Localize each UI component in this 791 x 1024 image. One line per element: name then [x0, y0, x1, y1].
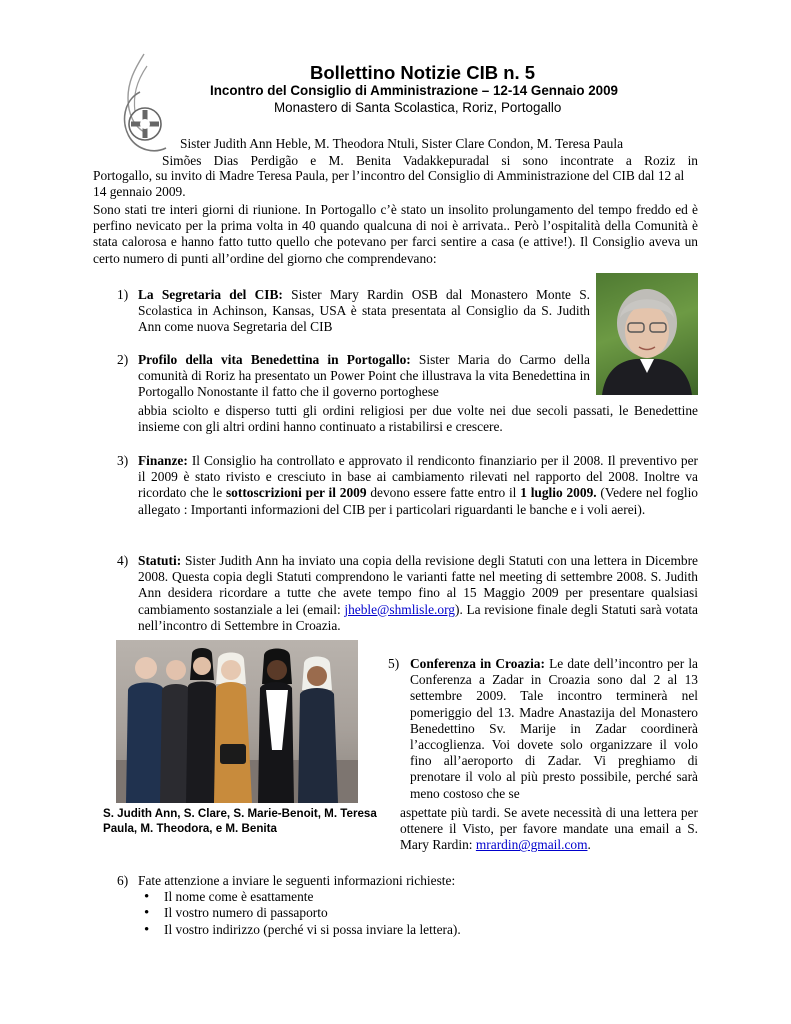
intro-line-2: Simões Dias Perdigão e M. Benita Vadakkepuradal si sono incontrate a Roziz in [162, 153, 698, 168]
email-link-jheble[interactable]: jheble@shmlisle.org [344, 601, 455, 617]
item-5-text-c: . [587, 837, 591, 853]
group-photo [116, 640, 358, 803]
required-info-list [138, 889, 698, 938]
page-title: Bollettino Notizie CIB n. 5 [310, 62, 536, 83]
item-5-part-b [400, 805, 698, 854]
item-5-part-a [410, 656, 698, 802]
item-2-heading: Profilo della vita Benedettina in Portogallo: [138, 352, 411, 367]
item-6 [138, 873, 698, 938]
item-3-bold-b: 1 luglio 2009. [520, 485, 597, 501]
item-3-text-b: devono essere fatte entro il [366, 485, 521, 501]
item-5-text-b: aspettate più tardi. Se avete necessità di una lettera per ottenere il Visto, per favore mandate una email a S. Mary Rardin: [400, 805, 698, 853]
item-1 [138, 287, 590, 336]
item-4-number: 4) [117, 553, 129, 568]
item-2-text-b: abbia sciolto e disperso tutti gli ordini religiosi per due volte nei due secoli passati, le Benedettine insieme con gli altri ordini hanno continuato a ristabilirsi e crescere. [138, 403, 698, 435]
item-1-number: 1) [117, 287, 129, 302]
item-4-text-a: Sister Judith Ann ha inviato una copia della revisione degli Statuti con una lettera in Dicembre 2008. Questa copia degli Statuti comprendono le varianti fatte nel meeting di settembre 2008. S. Judith Ann desidera ricordare a tutte che avete tempo fino al 15 Maggio 2009 per presentare qualsiasi cambiamento sostanziale a lei (email: [138, 553, 698, 617]
item-3-text-a: Il Consiglio ha controllato e approvato il rendiconto finanziario per il 2008. Il preventivo per il 2009 è stato rivisto e cresciuto in base ai cambiamento rilevati nel rapporto del 2008. Inoltre va ricordato che le [138, 453, 698, 501]
item-3-heading: Finanze: [138, 453, 188, 468]
item-4-heading: Statuti: [138, 553, 182, 568]
intro-line-1: Sister Judith Ann Heble, M. Theodora Ntuli, Sister Clare Condon, M. Teresa Paula [180, 136, 624, 151]
item-3-bold-a: sottoscrizioni per il 2009 [225, 485, 367, 501]
meeting-location: Monastero di Santa Scolastica, Roriz, Portogallo [274, 100, 562, 115]
item-2-number: 2) [117, 352, 129, 367]
portrait-photo [596, 273, 698, 395]
group-photo-caption: S. Judith Ann, S. Clare, S. Marie-Benoit, M. Teresa Paula, M. Theodora, e M. Benita [103, 807, 377, 835]
intro-paragraph-2: Sono stati tre interi giorni di riunione. In Portogallo c’è stato un insolito prolungamento del tempo freddo ed è perfino nevicato per la prima volta in 40 quando qualcuna di noi è arrivata.. Però l’ospitalità della Comunità è stata calorosa e hanno fatto tutto quello che potevano per farci sentire a casa (e attive!). Il Consiglio aveva un certo numero di punti all’ordine del giorno che comprendevano: [93, 202, 698, 266]
intro-line-3: Portogallo, su invito di Madre Teresa Paula, per l’incontro del Consiglio di Amministrazione del CIB dal 12 al 14 gennaio 2009. [93, 168, 685, 200]
item-5-text-a: Le date dell’incontro per la Conferenza a Zadar in Croazia sono dal 2 al 13 settembre 2009. Tale incontro terminerà nel pomeriggio del 13. Madre Anastazija del Monastero Benedettino Sv. Marije in Zadar coordinerà l’accoglienza. Voi dovete solo organizzare il volo fino all’aeroporto di Zadar. Vi preghiamo di prenotare il volo al più presto possibile, perché sarà meno costoso che se [410, 656, 698, 801]
item-6-text: Fate attenzione a inviare le seguenti informazioni richieste: [138, 873, 456, 888]
item-1-heading: La Segretaria del CIB: [138, 287, 283, 302]
page-subtitle: Incontro del Consiglio di Amministrazione – 12-14 Gennaio 2009 [210, 83, 619, 98]
item-4-text-b: ). La revisione finale degli Statuti sarà votata nell’incontro di Settembre in Croazia. [138, 601, 698, 633]
list-item: • Il vostro numero di passaporto [138, 905, 698, 921]
list-item: • Il nome come è esattamente [138, 889, 698, 905]
item-5-heading: Conferenza in Croazia: [410, 656, 545, 671]
item-4 [138, 553, 698, 634]
cib-logo [114, 52, 174, 162]
item-3-number: 3) [117, 453, 129, 468]
item-2-text-a: Sister Maria do Carmo della comunità di Roriz ha presentato un Power Point che illustrava la vita Benedettina in Portogallo Nonostante il fatto che il governo portoghese [138, 352, 590, 400]
email-link-mrardin[interactable]: mrardin@gmail.com [475, 837, 588, 853]
item-2-part-a [138, 352, 590, 401]
item-1-text: Sister Mary Rardin OSB dal Monastero Monte S. Scolastica in Achinson, Kansas, USA è stata presentata al Consiglio da S. Judith Ann come nuova Segretaria del CIB [138, 287, 590, 335]
item-3-text-c: (Vedere nel foglio allegato : Importanti informazioni del CIB per i particolari riguardanti le banche e i voli aerei). [138, 485, 698, 517]
list-item: • Il vostro indirizzo (perché vi si possa inviare la lettera). [138, 922, 698, 938]
item-6-number: 6) [117, 873, 129, 888]
item-3 [138, 453, 698, 518]
item-5-number: 5) [388, 656, 400, 671]
